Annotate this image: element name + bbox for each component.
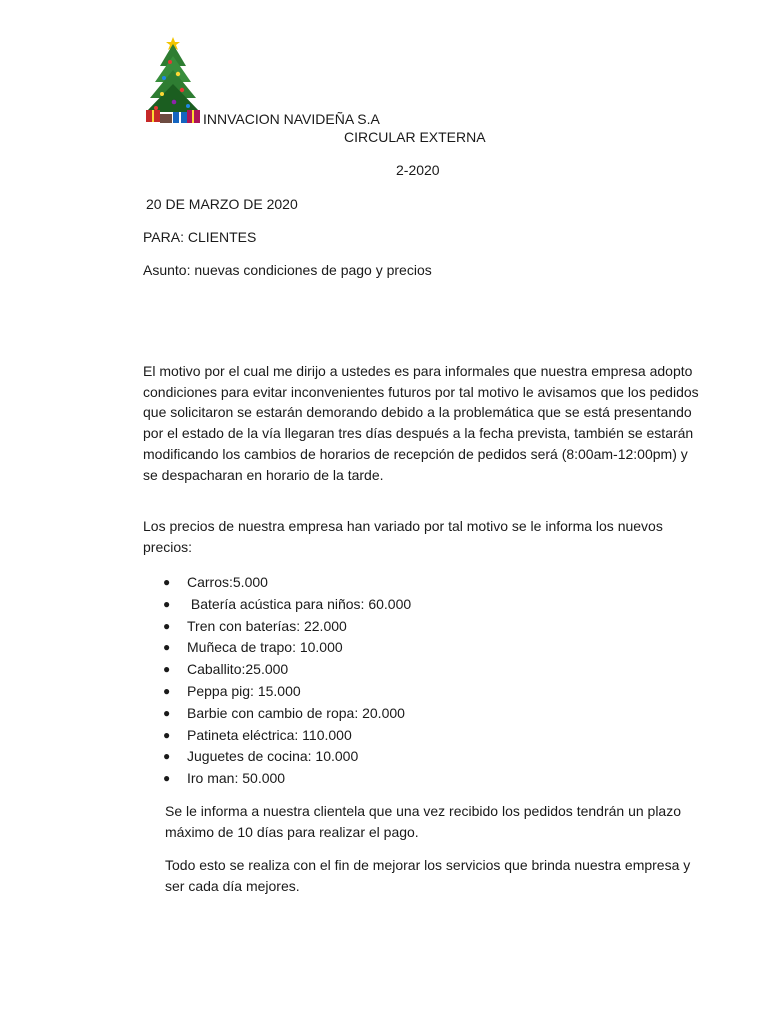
list-item (143, 681, 411, 703)
list-item (143, 659, 411, 681)
price-list (143, 572, 411, 790)
prices-intro-paragraph: Los precios de nuestra empresa han variado por tal motivo se le informa los nuevos precios: (143, 518, 663, 555)
list-item (143, 616, 411, 638)
list-item (143, 572, 411, 594)
circular-number: 2-2020 (396, 162, 440, 178)
document-type: CIRCULAR EXTERNA (344, 129, 486, 145)
bullet-icon: ● (163, 683, 171, 698)
list-item (143, 725, 411, 747)
bullet-icon: ● (163, 749, 171, 764)
bullet-icon: ● (163, 705, 171, 720)
document-date: 20 DE MARZO DE 2020 (146, 196, 298, 212)
list-item (143, 594, 411, 616)
price-item-label: Juguetes de cocina: 10.000 (187, 748, 359, 765)
price-item-label: Tren con baterías: 22.000 (187, 617, 347, 634)
subject-line: Asunto: nuevas condiciones de pago y precios (143, 262, 432, 278)
bullet-icon: ● (163, 771, 171, 786)
price-item-label: Caballito:25.000 (187, 661, 289, 678)
price-item-label: Barbie con cambio de ropa: 20.000 (187, 704, 405, 721)
price-item-label: Muñeca de trapo: 10.000 (187, 639, 343, 656)
bullet-icon: ● (163, 618, 171, 633)
list-item (143, 703, 411, 725)
list-item (143, 768, 411, 790)
list-item (143, 637, 411, 659)
body-paragraph: El motivo por el cual me dirijo a ustedes es para informales que nuestra empresa adopto condiciones para evitar inconvenientes futuros por tal motivo le avisamos que los pedidos que solicitaron se estarán demorando debido a la problemática que se está presentando por el estado de la vía llegaran tres días después a la fecha prevista, también se estarán modificando los cambios de horarios de recepción de pedidos será (8:00am-12:00pm) y se despacharan en horario de la tarde. (143, 363, 699, 483)
list-item (143, 746, 411, 768)
payment-terms-paragraph: Se le informa a nuestra clientela que una vez recibido los pedidos tendrán un plazo máximo de 10 días para realizar el pago. (165, 803, 681, 840)
price-item-label: Carros:5.000 (187, 574, 268, 590)
bullet-icon: ● (163, 662, 171, 677)
bullet-icon: ● (163, 640, 171, 655)
closing-paragraph: Todo esto se realiza con el fin de mejorar los servicios que brinda nuestra empresa y ser cada día mejores. (165, 857, 691, 894)
christmas-tree-icon (140, 36, 206, 126)
price-item-label: Iro man: 50.000 (187, 770, 286, 787)
bullet-icon: ● (163, 727, 171, 742)
company-name: INNVACION NAVIDEÑA S.A (203, 111, 380, 127)
price-item-label: Patineta eléctrica: 110.000 (187, 726, 352, 743)
price-item-label: Peppa pig: 15.000 (187, 682, 301, 699)
recipient-line: PARA: CLIENTES (143, 229, 257, 245)
price-item-label: Batería acústica para niños: 60.000 (187, 595, 412, 612)
bullet-icon: ● (163, 575, 171, 589)
bullet-icon: ● (163, 596, 171, 611)
